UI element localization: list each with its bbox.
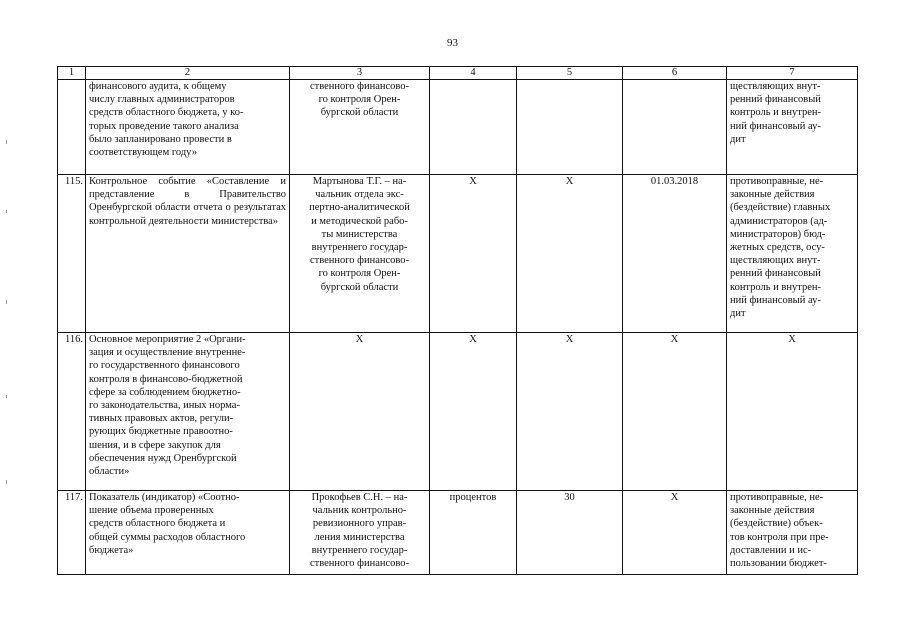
row-date bbox=[623, 80, 727, 175]
page-number: 93 bbox=[447, 37, 458, 49]
header-col-6: 6 bbox=[623, 67, 727, 80]
table-header-row bbox=[58, 67, 858, 80]
row-value: 30 bbox=[517, 491, 623, 575]
header-col-4: 4 bbox=[430, 67, 517, 80]
row-unit: Х bbox=[430, 333, 517, 491]
row-description: Контрольное событие «Составление и представление в Правительство Оренбургской области отчета о результатах контрольной деятельности министерства» bbox=[86, 175, 290, 333]
header-col-5: 5 bbox=[517, 67, 623, 80]
row-value bbox=[517, 80, 623, 175]
row-responsible: Мартынова Т.Г. – на- чальник отдела экс- пертно-аналитической и методической рабо- ты министерства внутреннего государ- ственного финансово- го контроля Орен- бургской области bbox=[290, 175, 430, 333]
row-date: Х bbox=[623, 333, 727, 491]
header-col-1: 1 bbox=[58, 67, 86, 80]
table-row bbox=[58, 80, 858, 175]
table-row bbox=[58, 491, 858, 575]
row-date: 01.03.2018 bbox=[623, 175, 727, 333]
row-date: Х bbox=[623, 491, 727, 575]
row-risk: Х bbox=[727, 333, 858, 491]
row-value: Х bbox=[517, 175, 623, 333]
row-number: 116. bbox=[58, 333, 86, 491]
row-value: Х bbox=[517, 333, 623, 491]
table-row bbox=[58, 333, 858, 491]
row-responsible: Х bbox=[290, 333, 430, 491]
row-responsible: ственного финансово- го контроля Орен- бургской области bbox=[290, 80, 430, 175]
table-row bbox=[58, 175, 858, 333]
row-risk: противоправные, не- законные действия (бездействие) объек- тов контроля при пре- доставлении и ис- пользовании бюджет- bbox=[727, 491, 858, 575]
row-unit: Х bbox=[430, 175, 517, 333]
row-risk: противоправные, не- законные действия (бездействие) главных администраторов (ад- министраторов) бюд- жетных средств, осу- ществляющих внут- ренний финансовый контроль и внутрен- ний финансовый ау- дит bbox=[727, 175, 858, 333]
row-description: Основное мероприятие 2 «Органи- зация и осуществление внутренне- го государственного финансового контроля в финансово-бюджетной сфере за соблюдением бюджетно- го законодательства, иных норма- тивных правовых актов, регули- рующих бюджетные правоотно- шения, и в сфере закупок для обеспечения нужд Оренбургской области» bbox=[86, 333, 290, 491]
row-number: 117. bbox=[58, 491, 86, 575]
row-unit: процентов bbox=[430, 491, 517, 575]
header-col-2: 2 bbox=[86, 67, 290, 80]
row-description: финансового аудита, к общему числу главных администраторов средств областного бюджета, у ко- торых проведение такого анализа было запланировано провести в соответствующем году» bbox=[86, 80, 290, 175]
row-risk: ществляющих внут- ренний финансовый контроль и внутрен- ний финансовый ау- дит bbox=[727, 80, 858, 175]
row-number bbox=[58, 80, 86, 175]
document-table bbox=[57, 66, 858, 575]
row-description: Показатель (индикатор) «Соотно- шение объема проверенных средств областного бюджета и общей суммы расходов областного бюджета» bbox=[86, 491, 290, 575]
row-responsible: Прокофьев С.Н. – на- чальник контрольно- ревизионного управ- ления министерства внутреннего государ- ственного финансово- bbox=[290, 491, 430, 575]
header-col-3: 3 bbox=[290, 67, 430, 80]
row-unit bbox=[430, 80, 517, 175]
row-number: 115. bbox=[58, 175, 86, 333]
header-col-7: 7 bbox=[727, 67, 858, 80]
